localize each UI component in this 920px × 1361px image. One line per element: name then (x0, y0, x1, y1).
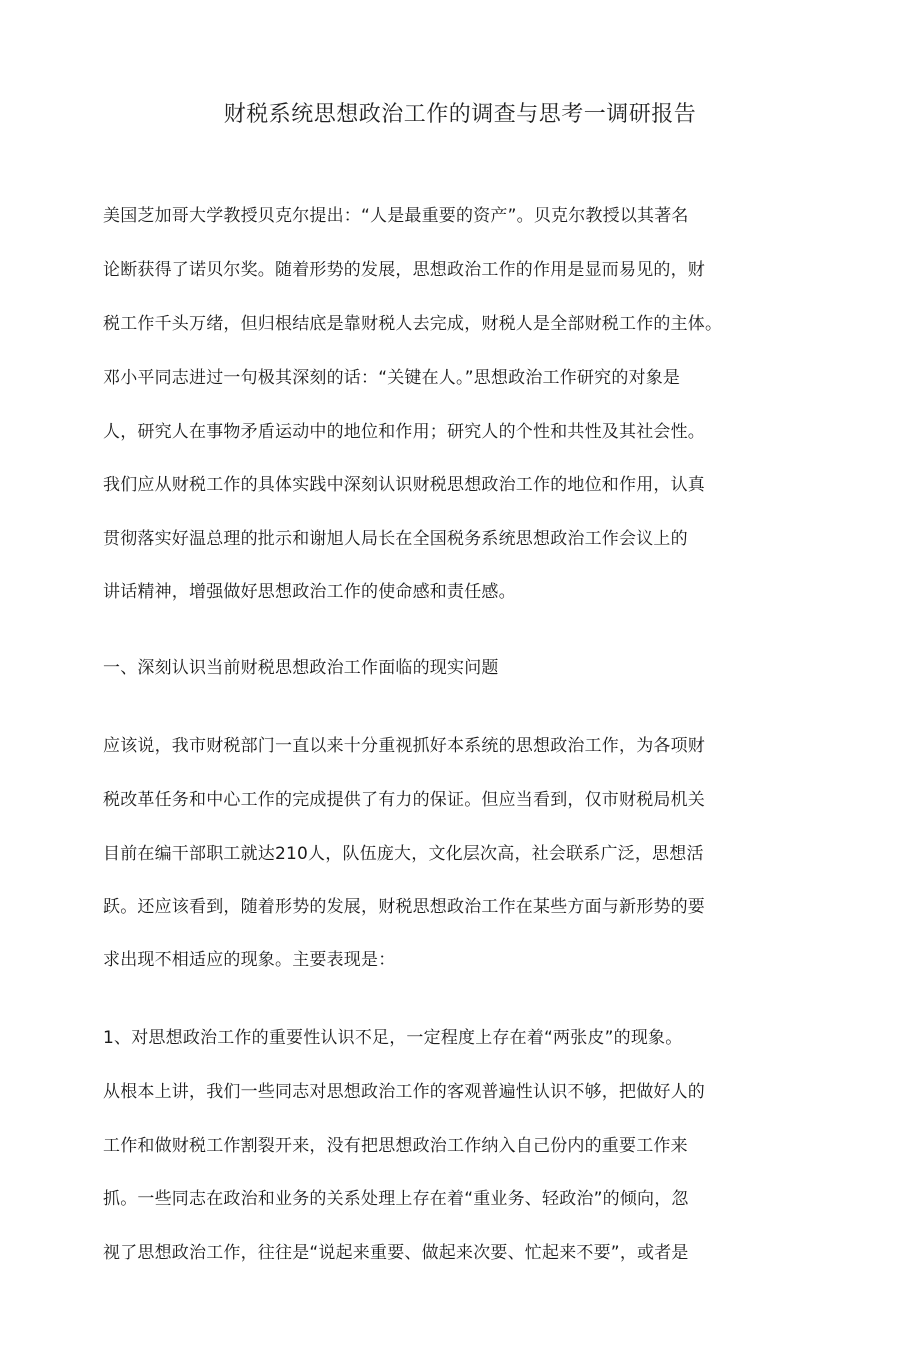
paragraph-line: 1、对思想政治工作的重要性认识不足，一定程度上存在着“两张皮”的现象。 (103, 1028, 683, 1048)
section-heading: 一、深刻认识当前财税思想政治工作面临的现实问题 (103, 658, 499, 678)
paragraph-line: 求出现不相适应的现象。主要表现是： (103, 950, 396, 970)
paragraph-line: 我们应从财税工作的具体实践中深刻认识财税思想政治工作的地位和作用，认真 (103, 475, 705, 495)
paragraph-line: 论断获得了诺贝尔奖。随着形势的发展，思想政治工作的作用是显而易见的，财 (103, 260, 705, 280)
paragraph-line: 税改革任务和中心工作的完成提供了有力的保证。但应当看到，仅市财税局机关 (103, 790, 705, 810)
paragraph-line: 邓小平同志进过一句极其深刻的话：“关键在人。”思想政治工作研究的对象是 (103, 368, 681, 388)
paragraph-line: 讲话精神，增强做好思想政治工作的使命感和责任感。 (103, 582, 516, 602)
paragraph-line: 跃。还应该看到，随着形势的发展，财税思想政治工作在某些方面与新形势的要 (103, 897, 705, 917)
paragraph-line: 从根本上讲，我们一些同志对思想政治工作的客观普遍性认识不够，把做好人的 (103, 1082, 705, 1102)
paragraph-line: 应该说，我市财税部门一直以来十分重视抓好本系统的思想政治工作，为各项财 (103, 736, 705, 756)
paragraph-line: 税工作千头万绪，但归根结底是靠财税人去完成，财税人是全部财税工作的主体。 (103, 314, 723, 334)
paragraph-line: 贯彻落实好温总理的批示和谢旭人局长在全国税务系统思想政治工作会议上的 (103, 529, 688, 549)
paragraph-line: 抓。一些同志在政治和业务的关系处理上存在着“重业务、轻政治”的倾向，忽 (103, 1189, 689, 1209)
paragraph-line: 视了思想政治工作，往往是“说起来重要、做起来次要、忙起来不要”，或者是 (103, 1243, 689, 1263)
document-title: 财税系统思想政治工作的调查与思考一调研报告 (223, 102, 697, 127)
paragraph-line: 目前在编干部职工就达210人，队伍庞大，文化层次高，社会联系广泛，思想活 (103, 844, 704, 864)
paragraph-line: 工作和做财税工作割裂开来，没有把思想政治工作纳入自己份内的重要工作来 (103, 1136, 688, 1156)
paragraph-line: 美国芝加哥大学教授贝克尔提出：“人是最重要的资产”。贝克尔教授以其著名 (103, 206, 689, 226)
paragraph-line: 人，研究人在事物矛盾运动中的地位和作用；研究人的个性和共性及其社会性。 (103, 422, 705, 442)
